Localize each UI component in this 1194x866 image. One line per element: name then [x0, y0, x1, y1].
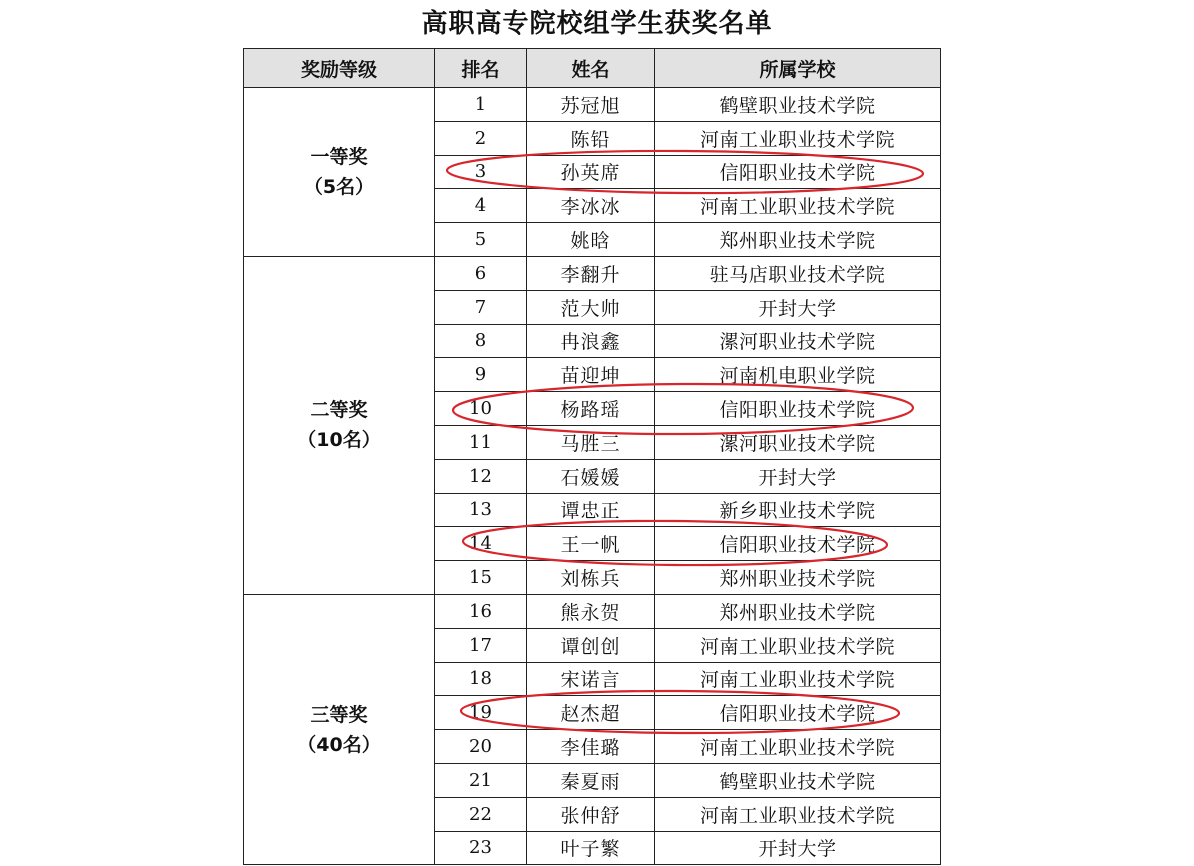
- name-cell: 王一帆: [527, 527, 655, 561]
- level-second-prize: [244, 256, 435, 594]
- name-cell: 熊永贺: [527, 594, 655, 628]
- name-cell: 宋诺言: [527, 662, 655, 696]
- level-count: （40名）: [297, 733, 381, 756]
- level-name: 二等奖: [310, 399, 368, 422]
- school-cell: 鹤壁职业技术学院: [655, 88, 941, 122]
- name-cell: 李翻升: [527, 256, 655, 290]
- rank-cell: 10: [435, 392, 527, 426]
- name-cell: 姚晗: [527, 223, 655, 257]
- level-name: 三等奖: [310, 703, 368, 726]
- school-cell: 漯河职业技术学院: [655, 425, 941, 459]
- school-cell: 开封大学: [655, 290, 941, 324]
- name-cell: 苗迎坤: [527, 358, 655, 392]
- rank-cell: 19: [435, 696, 527, 730]
- name-cell: 李佳璐: [527, 730, 655, 764]
- rank-cell: 23: [435, 831, 527, 865]
- table-row: [244, 256, 941, 290]
- name-cell: 孙英席: [527, 155, 655, 189]
- rank-cell: 11: [435, 425, 527, 459]
- header-name: 姓名: [527, 49, 655, 88]
- rank-cell: 5: [435, 223, 527, 257]
- name-cell: 陈铅: [527, 121, 655, 155]
- school-cell: 河南工业职业技术学院: [655, 730, 941, 764]
- name-cell: 谭忠正: [527, 493, 655, 527]
- name-cell: 马胜三: [527, 425, 655, 459]
- rank-cell: 13: [435, 493, 527, 527]
- name-cell: 冉浪鑫: [527, 324, 655, 358]
- header-row: [244, 49, 941, 88]
- rank-cell: 17: [435, 628, 527, 662]
- name-cell: 秦夏雨: [527, 763, 655, 797]
- table-row: [244, 88, 941, 122]
- rank-cell: 12: [435, 459, 527, 493]
- school-cell: 鹤壁职业技术学院: [655, 763, 941, 797]
- school-cell: 河南工业职业技术学院: [655, 662, 941, 696]
- school-cell: 郑州职业技术学院: [655, 223, 941, 257]
- level-name: 一等奖: [310, 145, 368, 168]
- school-cell: 开封大学: [655, 459, 941, 493]
- name-cell: 李冰冰: [527, 189, 655, 223]
- school-cell: 新乡职业技术学院: [655, 493, 941, 527]
- rank-cell: 14: [435, 527, 527, 561]
- rank-cell: 1: [435, 88, 527, 122]
- school-cell: 驻马店职业技术学院: [655, 256, 941, 290]
- header-rank: 排名: [435, 49, 527, 88]
- name-cell: 石媛媛: [527, 459, 655, 493]
- school-cell: 河南工业职业技术学院: [655, 628, 941, 662]
- school-cell: 信阳职业技术学院: [655, 696, 941, 730]
- document-title: 高职高专院校组学生获奖名单: [421, 9, 773, 39]
- rank-cell: 8: [435, 324, 527, 358]
- rank-cell: 9: [435, 358, 527, 392]
- school-cell: 信阳职业技术学院: [655, 527, 941, 561]
- school-cell: 郑州职业技术学院: [655, 594, 941, 628]
- school-cell: 河南机电职业学院: [655, 358, 941, 392]
- rank-cell: 16: [435, 594, 527, 628]
- rank-cell: 4: [435, 189, 527, 223]
- name-cell: 张仲舒: [527, 797, 655, 831]
- name-cell: 范大帅: [527, 290, 655, 324]
- level-count: （5名）: [303, 175, 375, 198]
- level-first-prize: [244, 88, 435, 257]
- rank-cell: 15: [435, 561, 527, 595]
- school-cell: 信阳职业技术学院: [655, 155, 941, 189]
- school-cell: 漯河职业技术学院: [655, 324, 941, 358]
- rank-cell: 20: [435, 730, 527, 764]
- rank-cell: 21: [435, 763, 527, 797]
- rank-cell: 6: [435, 256, 527, 290]
- school-cell: 信阳职业技术学院: [655, 392, 941, 426]
- name-cell: 赵杰超: [527, 696, 655, 730]
- school-cell: 河南工业职业技术学院: [655, 189, 941, 223]
- rank-cell: 2: [435, 121, 527, 155]
- school-cell: 开封大学: [655, 831, 941, 865]
- level-count: （10名）: [297, 429, 381, 452]
- rank-cell: 18: [435, 662, 527, 696]
- school-cell: 河南工业职业技术学院: [655, 121, 941, 155]
- name-cell: 谭创创: [527, 628, 655, 662]
- header-school: 所属学校: [655, 49, 941, 88]
- rank-cell: 22: [435, 797, 527, 831]
- awards-table: [243, 48, 941, 865]
- school-cell: 郑州职业技术学院: [655, 561, 941, 595]
- name-cell: 杨路瑶: [527, 392, 655, 426]
- rank-cell: 3: [435, 155, 527, 189]
- school-cell: 河南工业职业技术学院: [655, 797, 941, 831]
- name-cell: 苏冠旭: [527, 88, 655, 122]
- header-level: 奖励等级: [244, 49, 435, 88]
- rank-cell: 7: [435, 290, 527, 324]
- name-cell: 叶子繁: [527, 831, 655, 865]
- table-row: [244, 594, 941, 628]
- level-third-prize: [244, 594, 435, 864]
- name-cell: 刘栋兵: [527, 561, 655, 595]
